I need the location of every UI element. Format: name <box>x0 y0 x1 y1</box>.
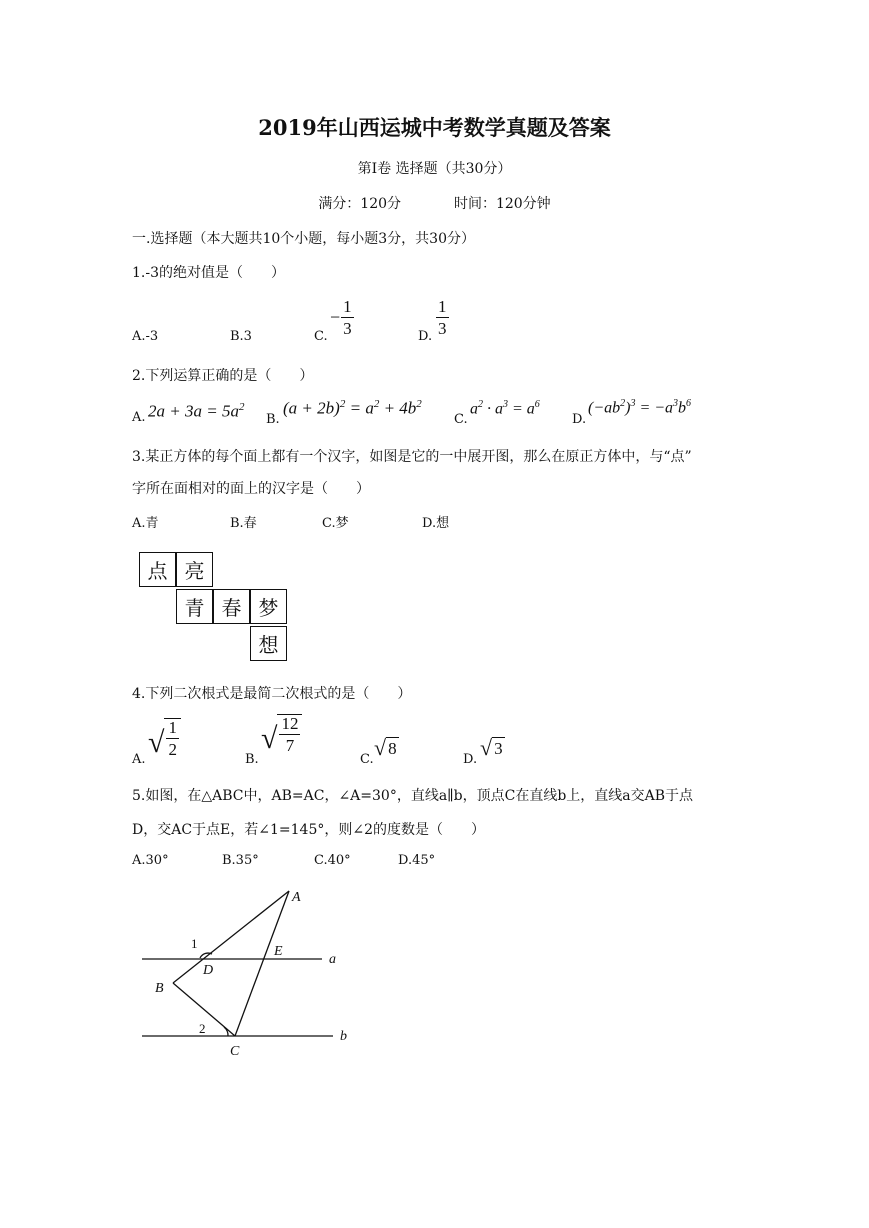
q5-stem-line2: D，交AC于点E，若∠1=145°，则∠2的度数是（ ） <box>132 822 485 838</box>
q1-option-d-label: D. <box>418 329 433 344</box>
cube-net-cell: 亮 <box>176 552 213 587</box>
exam-time: 时间：120分钟 <box>453 196 551 212</box>
q1-option-a: A.-3 <box>132 329 159 344</box>
paper-subtitle: 第Ⅰ卷 选择题（共30分） <box>357 161 512 177</box>
q3-option-c: C.梦 <box>322 516 349 531</box>
q4-option-b-value: √ $\frac{12}{7}$ <box>261 714 302 754</box>
q4-option-a-fraction: $\frac{1}{2}$ <box>168 718 177 759</box>
q4-option-d-value: √ 3 <box>480 735 503 760</box>
label-E: E <box>274 944 283 959</box>
q2-option-b-label: B. <box>266 412 280 427</box>
q2-option-d-expression: $(-ab^2)^3 = -a^3b^6$ <box>588 398 692 417</box>
q4-option-d-label: D. <box>463 752 478 767</box>
q1-option-c-value: − $\frac{1}{3}$ <box>330 297 352 338</box>
q2-option-a-expression: $2a + 3a = 5a^2$ <box>148 401 245 421</box>
q5-option-a: A.30° <box>132 853 169 868</box>
label-B: B <box>155 981 164 996</box>
q3-stem-line1: 3.某正方体的每个面上都有一个汉字，如图是它的一中展开图，那么在原正方体中，与“点” <box>132 449 692 465</box>
cube-net-cell: 点 <box>139 552 176 587</box>
q5-option-b: B.35° <box>222 853 259 868</box>
page-title: 2019年山西运城中考数学真题及答案 <box>258 115 611 140</box>
q3-option-a: A.青 <box>132 516 159 531</box>
label-angle-2: 2 <box>199 1021 206 1036</box>
q2-option-b-expression: $(a + 2b)^2 = a^2 + 4b^2$ <box>283 398 422 418</box>
label-angle-1: 1 <box>191 936 198 951</box>
full-score: 满分：120分 <box>318 196 402 212</box>
q4-option-c-label: C. <box>360 752 374 767</box>
q4-option-c-value: √ 8 <box>374 735 397 760</box>
q1-option-d-fraction: $\frac{1}{3}$ <box>438 297 447 338</box>
q2-option-d-label: D. <box>572 412 587 427</box>
section-heading: 一.选择题（本大题共10个小题，每小题3分，共30分） <box>132 231 475 247</box>
q4-option-a-label: A. <box>132 752 146 767</box>
q1-option-b: B.3 <box>230 329 252 344</box>
q4-option-b-label: B. <box>245 752 259 767</box>
q3-option-d: D.想 <box>422 516 450 531</box>
q1-option-c-label: C. <box>314 329 328 344</box>
q1-option-c-fraction: $\frac{1}{3}$ <box>343 297 352 338</box>
q2-option-a-label: A. <box>132 410 146 425</box>
q5-option-c: C.40° <box>314 853 351 868</box>
label-D: D <box>203 963 214 978</box>
angle-2-arc <box>224 1027 228 1036</box>
cube-net-cell: 青 <box>176 589 213 624</box>
q3-stem-line2: 字所在面相对的面上的汉字是（ ） <box>132 481 370 497</box>
cube-net-cell: 春 <box>213 589 250 624</box>
label-line-b: b <box>340 1029 347 1044</box>
label-A: A <box>292 890 301 905</box>
cube-net-cell: 梦 <box>250 589 287 624</box>
q5-stem-line1: 5.如图，在△ABC中，AB=AC，∠A=30°，直线a∥b，顶点C在直线b上，直线a交AB于点 <box>132 788 694 804</box>
q4-stem: 4.下列二次根式是最简二次根式的是（ ） <box>132 686 412 702</box>
label-line-a: a <box>329 952 336 967</box>
q1-stem: 1.-3的绝对值是（ ） <box>132 265 285 281</box>
q4-option-b-fraction: $\frac{12}{7}$ <box>281 714 299 755</box>
q2-option-c-expression: $a^2 \cdot a^3 = a^6$ <box>470 399 540 418</box>
q3-option-b: B.春 <box>230 516 257 531</box>
q2-stem: 2.下列运算正确的是（ ） <box>132 368 314 384</box>
q5-option-d: D.45° <box>398 853 436 868</box>
cube-net-cell: 想 <box>250 626 287 661</box>
q2-option-c-label: C. <box>454 412 468 427</box>
q4-option-a-value: √ $\frac{1}{2}$ <box>148 718 181 758</box>
label-C: C <box>230 1044 240 1059</box>
